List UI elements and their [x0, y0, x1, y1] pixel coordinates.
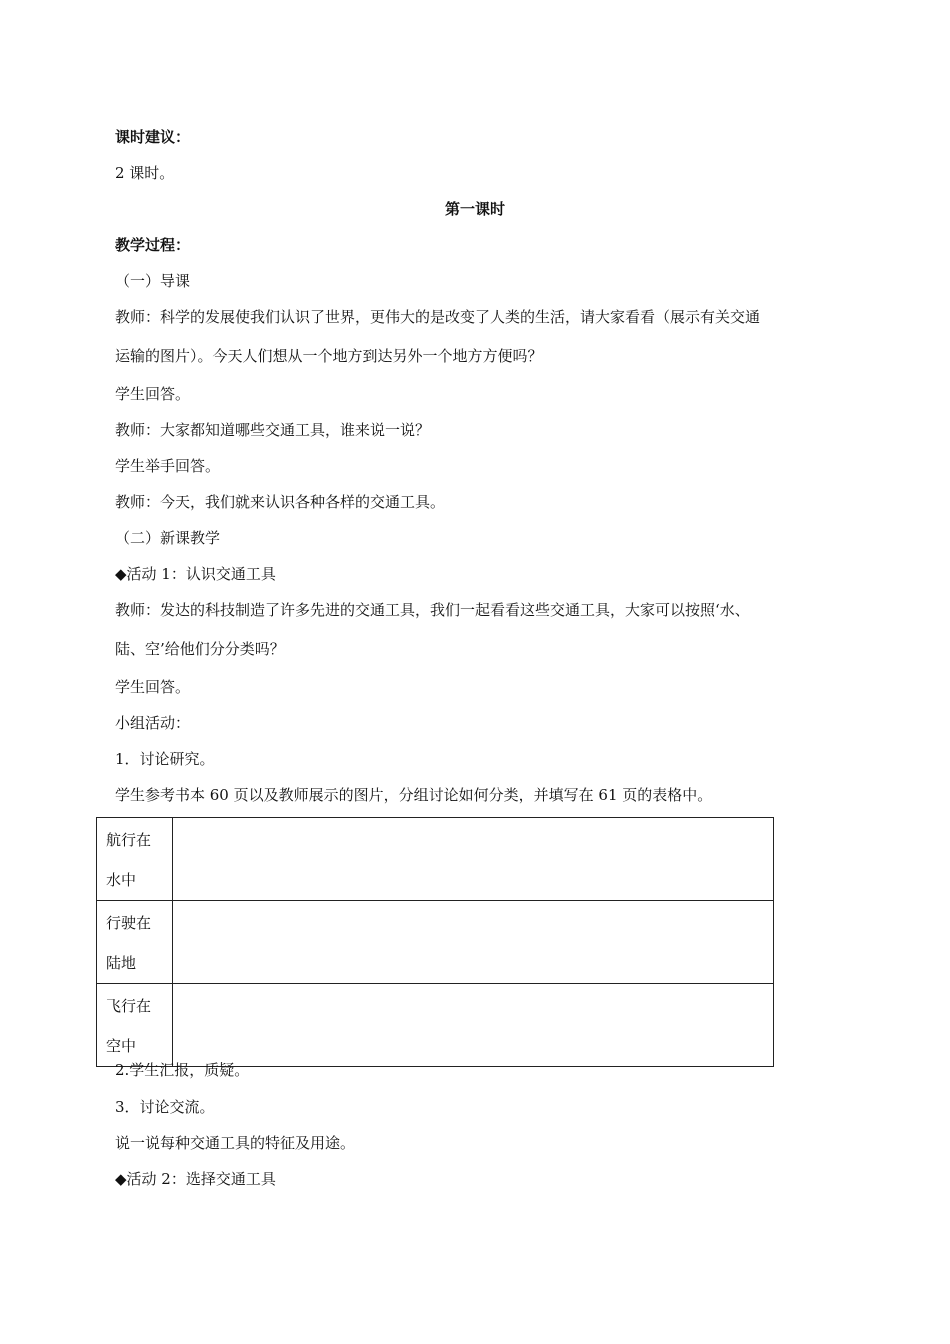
section-new-lesson: （二）新课教学: [115, 529, 221, 547]
table-row-label: 航行在 水中: [97, 818, 173, 901]
heading-process: 教学过程：: [115, 236, 191, 254]
paragraph: 教师：发达的科技制造了许多先进的交通工具，我们一起看看这些交通工具，大家可以按照‘水、: [115, 601, 750, 619]
paragraph: 学生回答。: [115, 678, 191, 696]
table-blank-cell[interactable]: [173, 818, 774, 901]
heading-suggest: 课时建议：: [115, 128, 191, 146]
table-row: [97, 984, 774, 1067]
table-blank-cell[interactable]: [173, 901, 774, 984]
activity-2-heading: ◆活动 2：选择交通工具: [115, 1170, 276, 1188]
paragraph: 2.学生汇报，质疑。: [115, 1061, 250, 1079]
paragraph: 教师：大家都知道哪些交通工具，谁来说一说？: [115, 421, 431, 439]
paragraph: 学生参考书本 60 页以及教师展示的图片，分组讨论如何分类，并填写在 61 页的表格中。: [115, 786, 713, 804]
paragraph: 学生举手回答。: [115, 457, 221, 475]
activity-1-heading: ◆活动 1：认识交通工具: [115, 565, 276, 583]
paragraph: 教师：科学的发展使我们认识了世界，更伟大的是改变了人类的生活，请大家看看（展示有关交通: [115, 308, 761, 326]
table-row: [97, 818, 774, 901]
table-row: [97, 901, 774, 984]
paragraph: 运输的图片）。今天人们想从一个地方到达另外一个地方方便吗？: [115, 347, 543, 365]
table-row-label: 行驶在 陆地: [97, 901, 173, 984]
classification-table: [96, 817, 774, 1067]
paragraph: 3．讨论交流。: [115, 1098, 215, 1116]
text-hours: 2 课时。: [115, 164, 175, 182]
paragraph: 陆、空’给他们分分类吗？: [115, 640, 285, 658]
table-row-label: 飞行在 空中: [97, 984, 173, 1067]
paragraph: 小组活动：: [115, 714, 191, 732]
paragraph: 1．讨论研究。: [115, 750, 215, 768]
paragraph: 教师：今天，我们就来认识各种各样的交通工具。: [115, 493, 446, 511]
paragraph: 学生回答。: [115, 385, 191, 403]
paragraph: 说一说每种交通工具的特征及用途。: [115, 1134, 356, 1152]
heading-lesson1: 第一课时: [444, 200, 505, 218]
table-blank-cell[interactable]: [173, 984, 774, 1067]
section-intro: （一）导课: [115, 272, 191, 290]
